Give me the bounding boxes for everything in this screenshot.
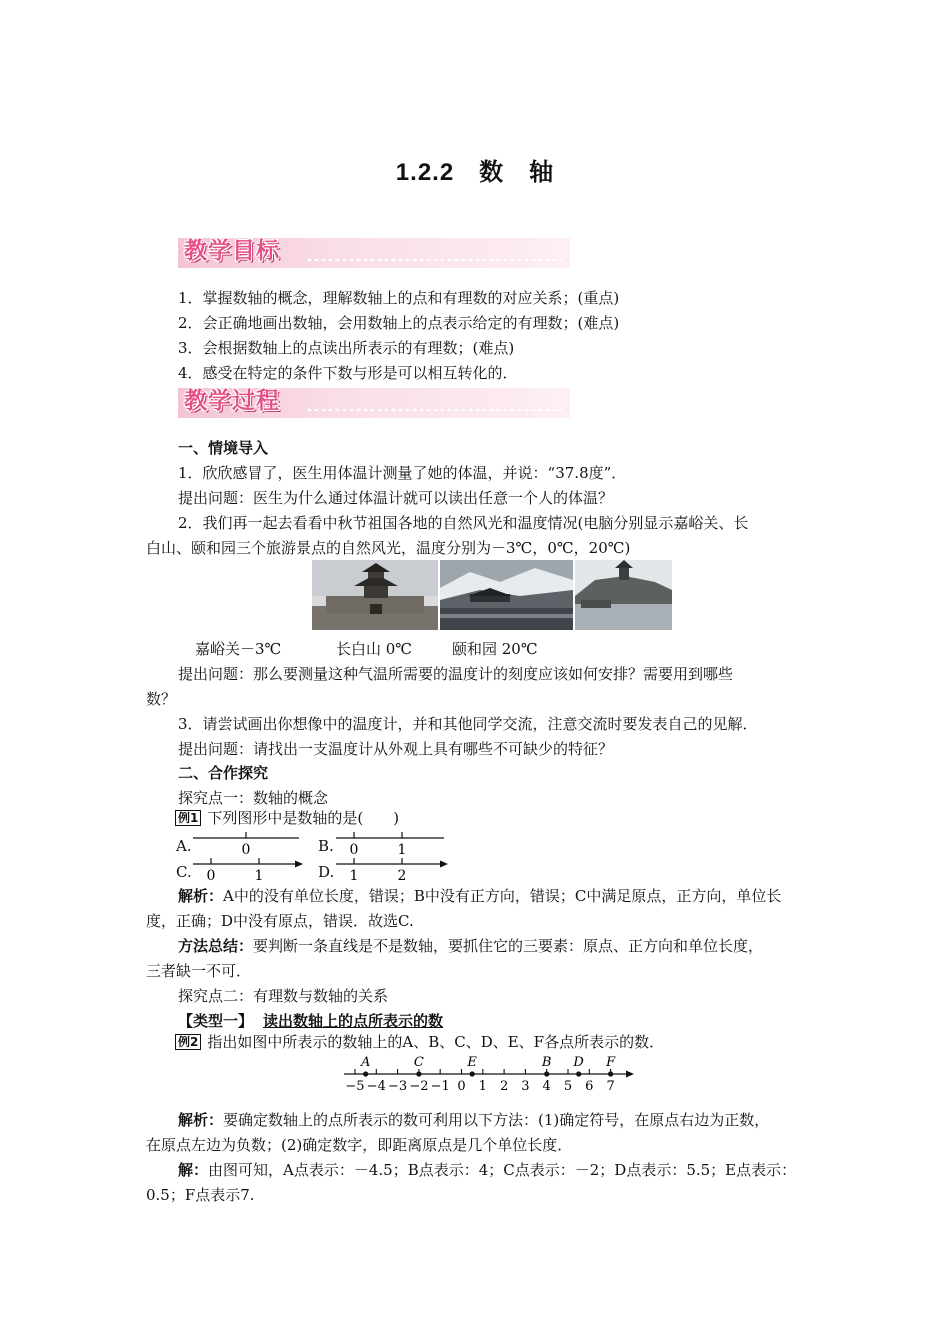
type-heading <box>178 1011 443 1031</box>
subheading: 探究点一：数轴的概念 <box>178 789 329 807</box>
axis-tick-label: −1 <box>430 1079 450 1094</box>
axis-tick-label: −4 <box>366 1079 386 1094</box>
photo-yiheyuan <box>575 560 672 630</box>
solution-text: 由图可知，A点表示：－4.5；B点表示：4；C点表示：－2；D点表示：5.5；E点表示： <box>208 1161 797 1179</box>
number-line-example-2 <box>340 1052 640 1094</box>
photo-caption-yiheyuan: 颐和园 20℃ <box>452 640 538 658</box>
analysis-text: 要确定数轴上的点所表示的数可利用以下方法：(1)确定符号，在原点右边为正数， <box>223 1111 770 1129</box>
tick-label: 0 <box>241 842 251 858</box>
tick-label: 0 <box>349 842 359 858</box>
solution-cont: 0.5；F点表示7. <box>146 1186 255 1204</box>
paragraph: 3．请尝试画出你想像中的温度计，并和其他同学交流，注意交流时要发表自己的见解． <box>178 715 758 733</box>
subheading: 探究点二：有理数与数轴的关系 <box>178 987 389 1005</box>
method-label: 方法总结： <box>178 937 254 955</box>
paragraph: 提出问题：医生为什么通过体温计就可以读出任意一个人的体温？ <box>178 489 614 507</box>
axis-point-label: B <box>541 1055 552 1070</box>
solution <box>178 1160 796 1180</box>
example-1-question <box>175 808 399 828</box>
option-c-label: C. <box>176 863 192 881</box>
axis-tick-label: 0 <box>457 1079 466 1094</box>
analysis-2 <box>178 1110 769 1130</box>
page-title: 1.2.2 数 轴 <box>395 159 555 186</box>
type-tag: 【类型一】 <box>178 1012 254 1030</box>
axis-tick-label: 3 <box>521 1079 530 1094</box>
goal-item: 3．会根据数轴上的点读出所表示的有理数；(难点) <box>178 339 515 357</box>
axis-point-C <box>416 1071 421 1076</box>
option-d-label: D. <box>318 863 335 881</box>
section-banner-process <box>178 388 570 418</box>
analysis-1 <box>178 886 781 906</box>
paragraph: 2．我们再一起去看看中秋节祖国各地的自然风光和温度情况(电脑分别显示嘉峪关、长 <box>178 514 749 532</box>
analysis-2-cont: 在原点左边为负数；(2)确定数字，即距离原点是几个单位长度． <box>146 1136 573 1154</box>
method-summary <box>178 936 763 956</box>
process-banner-label: 教学过程 <box>184 388 280 414</box>
paragraph: 提出问题：那么要测量这种气温所需要的温度计的刻度应该如何安排？需要用到哪些 <box>178 665 734 683</box>
photo-changbaishan <box>440 560 573 630</box>
tick-label: 1 <box>349 868 359 884</box>
solution-label: 解： <box>178 1161 209 1179</box>
axis-point-A <box>363 1071 368 1076</box>
option-c-line <box>193 856 305 886</box>
option-a-line <box>193 832 303 858</box>
example-text: 下列图形中是数轴的是( ) <box>207 809 400 827</box>
axis-tick-label: 5 <box>563 1079 573 1094</box>
example-text: 指出如图中所表示的数轴上的A、B、C、D、E、F各点所表示的数． <box>207 1033 665 1051</box>
paragraph: 提出问题：请找出一支温度计从外观上具有哪些不可缺少的特征？ <box>178 740 614 758</box>
axis-tick-label: 7 <box>606 1079 615 1094</box>
tick-label: 2 <box>397 868 407 884</box>
option-a-label: A. <box>176 837 192 855</box>
paragraph: 白山、颐和园三个旅游景点的自然风光，温度分别为－3℃，0℃，20℃) <box>146 539 631 557</box>
axis-arrow <box>626 1071 634 1078</box>
axis-tick-label: 4 <box>542 1079 551 1094</box>
axis-point-E <box>470 1071 475 1076</box>
example-2-question <box>175 1032 664 1052</box>
axis-tick-label: 1 <box>478 1079 487 1094</box>
section-banner-goals <box>178 238 570 268</box>
paragraph: 数？ <box>146 690 177 708</box>
axis-point-B <box>544 1071 549 1076</box>
photo-caption-changbaishan: 长白山 0℃ <box>336 640 413 658</box>
axis-point-label: F <box>606 1055 616 1070</box>
method-summary-cont: 三者缺一不可． <box>146 962 252 980</box>
tick-label: 0 <box>206 868 216 884</box>
goal-item: 1．掌握数轴的概念，理解数轴上的点和有理数的对应关系；(重点) <box>178 289 620 307</box>
photo-jiayuguan <box>312 560 438 630</box>
analysis-1-cont: 度，正确；D中没有原点，错误．故选C. <box>146 912 414 930</box>
paragraph: 1．欣欣感冒了，医生用体温计测量了她的体温，并说：“37.8度”． <box>178 464 627 482</box>
example-badge: 例1 <box>175 810 201 826</box>
tick-label: 1 <box>397 842 407 858</box>
goal-item: 4．感受在特定的条件下数与形是可以相互转化的． <box>178 364 518 382</box>
banner-dots <box>306 259 562 261</box>
axis-point-D <box>576 1071 581 1076</box>
axis-point-label: A <box>360 1055 371 1070</box>
photo-caption-jiayuguan: 嘉峪关－3℃ <box>195 640 282 658</box>
option-b-label: B. <box>318 837 334 855</box>
analysis-label: 解析： <box>178 887 224 905</box>
axis-point-label: C <box>413 1055 424 1070</box>
axis-tick-label: −3 <box>388 1079 408 1094</box>
section-heading: 一、情境导入 <box>178 439 269 457</box>
option-d-line <box>336 856 450 886</box>
axis-tick-label: −2 <box>409 1079 429 1094</box>
axis-point-label: E <box>467 1055 477 1070</box>
banner-dots <box>306 409 562 411</box>
axis-point-label: D <box>573 1055 584 1070</box>
analysis-label: 解析： <box>178 1111 224 1129</box>
type-title: 读出数轴上的点所表示的数 <box>263 1012 444 1030</box>
section-heading: 二、合作探究 <box>178 764 269 782</box>
axis-tick-label: 6 <box>585 1079 594 1094</box>
analysis-text: A中的没有单位长度，错误；B中没有正方向，错误；C中满足原点，正方向，单位长 <box>223 887 782 905</box>
axis-point-F <box>608 1071 613 1076</box>
axis-tick-label: 2 <box>499 1079 509 1094</box>
example-badge: 例2 <box>175 1034 201 1050</box>
option-b-line <box>336 832 448 858</box>
goal-item: 2．会正确地画出数轴，会用数轴上的点表示给定的有理数；(难点) <box>178 314 620 332</box>
goals-banner-label: 教学目标 <box>184 238 280 264</box>
axis-tick-label: −5 <box>345 1079 365 1094</box>
tick-label: 1 <box>254 868 264 884</box>
method-text: 要判断一条直线是不是数轴，要抓住它的三要素：原点、正方向和单位长度， <box>253 937 764 955</box>
